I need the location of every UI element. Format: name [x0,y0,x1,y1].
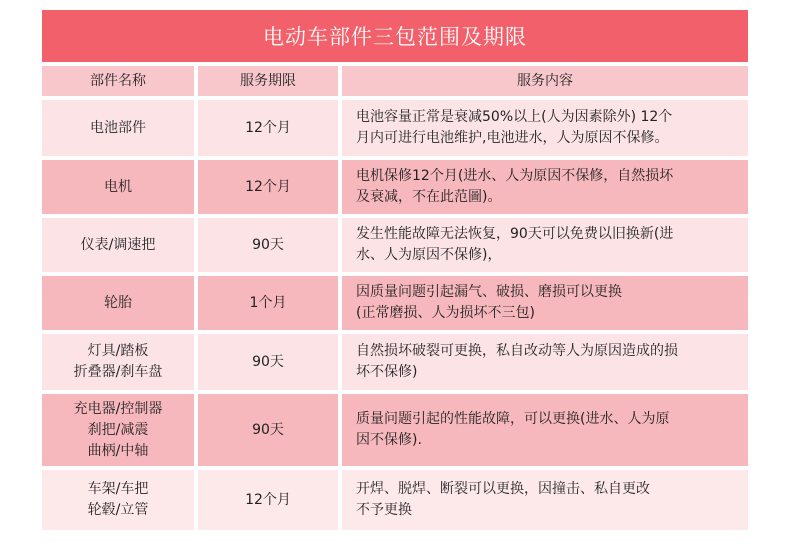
table-row [42,334,748,390]
part-name-cell [42,218,194,272]
service-content-line: 发生性能故障无法恢复，90天可以免费以旧换新(进 [356,226,674,242]
part-name-cell [42,334,194,390]
table-row [42,160,748,214]
part-name-line: 刹把/减震 [87,421,149,438]
service-content-cell [342,276,748,330]
service-period-cell: 12个月 [198,470,338,530]
service-content-line: 坏不保修) [356,364,418,380]
service-content-line: 电池容量正常是衰减50%以上(人为因素除外) 12个 [356,109,673,125]
service-period-cell: 12个月 [198,160,338,214]
part-name-line: 电池部件 [90,119,146,136]
service-period-cell: 90天 [198,394,338,466]
part-name-line: 灯具/踏板 [87,343,149,359]
service-period-cell: 90天 [198,218,338,272]
service-period-cell: 90天 [198,334,338,390]
service-content-line: 月内可进行电池维护,电池进水，人为原因不保修。 [356,130,669,146]
service-content-line: 水、人为原因不保修)， [356,247,502,263]
service-content-line: (正常磨损、人为损坏不三包) [356,305,535,321]
table-row [42,276,748,330]
header-part-name: 部件名称 [42,66,194,96]
table-row [42,218,748,272]
service-content-cell [342,334,748,390]
service-content-line: 因不保修). [356,432,422,448]
header-service-content: 服务内容 [342,66,748,96]
service-content-line: 及衰减，不在此范圖)。 [356,189,502,205]
service-content-cell [342,470,748,530]
warranty-table [38,62,752,534]
part-name-cell [42,100,194,156]
service-content-cell [342,100,748,156]
service-content-line: 因质量问题引起漏气、破损、磨损可以更换 [356,284,622,300]
part-name-line: 电机 [104,178,132,195]
service-content-line: 电机保修12个月(进水、人为原因不保修，自然损坏 [356,168,674,184]
service-content-cell [342,394,748,466]
part-name-line: 车架/车把 [87,481,149,497]
part-name-line: 仪表/调速把 [80,236,156,253]
table-header-row [42,66,748,96]
warranty-table-container [42,10,748,534]
part-name-cell [42,160,194,214]
service-period-cell: 1个月 [198,276,338,330]
part-name-line: 曲柄/中轴 [87,442,149,459]
part-name-cell [42,470,194,530]
table-row [42,100,748,156]
part-name-line: 充电器/控制器 [73,400,163,417]
service-content-line: 质量问题引起的性能故障，可以更换(进水、人为原 [356,411,670,427]
table-row [42,394,748,466]
header-service-period: 服务期限 [198,66,338,96]
part-name-cell [42,394,194,466]
service-content-line: 开焊、脱焊、断裂可以更换，因撞击、私自更改 [356,481,650,497]
service-content-cell [342,160,748,214]
service-content-line: 不予更换 [356,502,412,518]
service-content-cell [342,218,748,272]
part-name-cell [42,276,194,330]
part-name-line: 折叠器/刹车盘 [73,364,163,380]
service-period-cell: 12个月 [198,100,338,156]
part-name-line: 轮胎 [104,294,132,311]
part-name-line: 轮毂/立管 [87,502,149,518]
service-content-line: 自然损坏破裂可更换，私自改动等人为原因造成的损 [356,343,678,359]
table-row [42,470,748,530]
page-title: 电动车部件三包范围及期限 [42,10,748,62]
table-body [42,100,748,530]
